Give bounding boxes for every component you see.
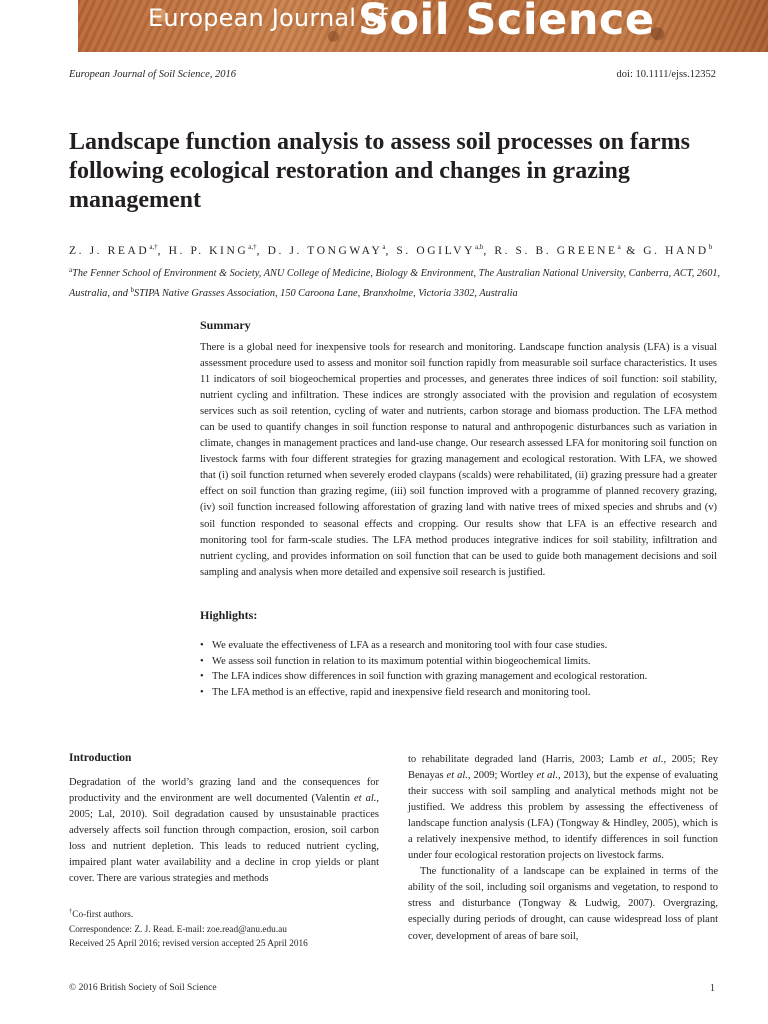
highlights-heading: Highlights: (200, 608, 258, 622)
author-affiliation-mark: a,† (149, 243, 158, 251)
highlight-item (200, 685, 730, 701)
journal-banner (78, 0, 768, 52)
dagger-mark: † (69, 908, 73, 915)
highlight-text: We assess soil function in relation to its maximum potential within biogeochemical limits. (212, 655, 591, 667)
introduction-paragraph-3: The functionality of a landscape can be explained in terms of the ability of the soil, including soil organisms and vegetation, to respond to stress and disturbance (Tongway & Ludwig, 2007). Overgrazing, especially during periods of drought, can cause widespread loss of plant cover, development of areas of bare soil, (408, 866, 718, 942)
author-affiliation-mark: a,† (248, 243, 257, 251)
text-run-italic: et al. (639, 754, 664, 765)
author-name: H. P. KING (168, 245, 249, 257)
banner-journal-prefix: European Journal of (148, 4, 388, 32)
author-name: D. J. TONGWAY (267, 245, 383, 257)
affiliation-a: The Fenner School of Environment & Society, ANU College of Medicine, Biology & Environment, The Australian National University, Canberra, ACT, 2601, Australia, and (69, 268, 721, 299)
affiliation-b-mark: b (130, 286, 134, 294)
introduction-paragraph-1 (69, 775, 379, 887)
highlight-item (200, 669, 730, 685)
author-name: R. S. B. GREENE (494, 245, 618, 257)
bullet-icon: • (200, 686, 204, 698)
author-name: G. HAND (643, 245, 709, 257)
introduction-heading: Introduction (69, 752, 132, 764)
highlight-text: We evaluate the effectiveness of LFA as a research and monitoring tool with four case studies. (212, 640, 608, 651)
author-affiliation-mark: a (617, 243, 621, 251)
article-title: Landscape function analysis to assess soil processes on farms following ecological restoration and changes in grazing management (69, 129, 690, 213)
author-separator: , (157, 245, 169, 257)
footnotes (69, 905, 389, 952)
bullet-icon: • (200, 655, 204, 667)
highlights-list (200, 638, 730, 700)
running-head-doi[interactable]: doi: 10.1111/ejss.12352 (616, 69, 716, 80)
highlight-item (200, 638, 730, 654)
author-name: Z. J. READ (69, 245, 150, 257)
author-separator: , (256, 245, 268, 257)
author-list (69, 243, 729, 257)
bullet-icon: • (200, 640, 204, 651)
affiliations (69, 262, 729, 302)
summary-heading: Summary (200, 318, 251, 332)
text-run: , 2005; Rey Benayas (408, 754, 718, 782)
highlight-text: The LFA method is an effective, rapid and inexpensive field research and monitoring tool. (212, 686, 591, 698)
text-run-italic: et al. (536, 770, 558, 782)
text-run: , 2013), but the expense of evaluating their success with soil sampling and analytical methods might not be justified. We address this problem by assessing the effectiveness of landscape function analysis (LFA) (Tongway & Hindley, 2005), which is a relatively inexpensive method, to identify differences in soil function under four ecological restoration projects on livestock farms. (408, 770, 718, 862)
banner-journal-name: Soil Science (358, 0, 655, 45)
running-head-citation: European Journal of Soil Science, 2016 (69, 69, 236, 80)
footnote-cofirst (69, 905, 389, 923)
author-affiliation-mark: b (708, 243, 713, 251)
text-run: Degradation of the world’s grazing land and the consequences for productivity and the environment are well documented (Valentin (69, 777, 379, 805)
introduction-paragraph-2 (408, 752, 718, 864)
author-separator: , (483, 245, 495, 257)
summary-text: There is a global need for inexpensive tools for research and monitoring. Landscape function analysis (LFA) is a visual assessment procedure used to assess and monitor soil function rapidly from measurable soil surface characteristics. It uses 11 indicators of soil biogeochemical properties and processes, and generates three indices of soil function: soil stability, nutrient cycling and infiltration. These indices are strongly associated with the provision and regulation of ecosystem services such as soil retention, cycling of water and nutrients, carbon storage and biomass production. The LFA method can be used to quantify changes in soil function response to natural and anthropogenic disturbances such as variation in climate, changes in management practices and land-use change. Our research assessed LFA for monitoring soil function on livestock farms with four different strategies for grazing management and ecological restoration. With LFA, we showed that (i) soil function returned when severely eroded claypans (scalds) were rehabilitated, (ii) grazing pressure had a greater effect on soil function than grazing regime, (iii) soil function improved with a programme of planned recovery grazing, (iv) soil function increased following afforestation of grazing land with native trees of mixed species and shrubs and (v) soil function responded to seasonal effects and cropping. Our results show that LFA is an effective research and monitoring tool for farm-scale studies. The LFA method produces integrative indices for soil stability, infiltration and nutrient cycling, and provides information on soil function that can be used to guide both management decisions and soil sampling and analysis when more detailed and expensive soil research is justified. (200, 342, 717, 578)
highlight-item (200, 654, 730, 670)
author-affiliation-mark: a,b (475, 243, 484, 251)
affiliation-b: STIPA Native Grasses Association, 150 Caroona Lane, Branxholme, Victoria 3302, Australia (134, 288, 518, 299)
copyright-footer: © 2016 British Society of Soil Science (69, 983, 217, 993)
text-run: to rehabilitate degraded land (Harris, 2003; Lamb (408, 754, 640, 765)
text-run: , 2005; Lal, 2010). Soil degradation caused by unsustainable practices adversely affects soil function through compaction, erosion, soil carbon loss and nutrient depletion. This leads to reduced nutrient cycling, impaired plant water availability and a decline in crop yields or plant cover. There are various strategies and methods (69, 793, 379, 885)
author-affiliation-mark: a (382, 243, 386, 251)
bullet-icon: • (200, 671, 204, 682)
text-run-italic: et al. (354, 793, 377, 805)
author-separator: & (620, 245, 644, 257)
text-run: , 2009; Wortley (467, 770, 537, 782)
author-name: S. OGILVY (396, 245, 475, 257)
right-column (408, 752, 718, 945)
affiliation-a-mark: a (69, 266, 73, 274)
footnote-received: Received 25 April 2016; revised version accepted 25 April 2016 (69, 939, 308, 950)
highlight-text: The LFA indices show differences in soil function with grazing management and ecological restoration. (212, 671, 648, 682)
footnote-text: Co-first authors. (72, 910, 134, 920)
text-run-italic: et al. (446, 770, 468, 782)
author-separator: , (385, 245, 397, 257)
page-number: 1 (710, 983, 715, 994)
footnote-correspondence: Correspondence: Z. J. Read. E-mail: zoe.read@anu.edu.au (69, 924, 287, 935)
